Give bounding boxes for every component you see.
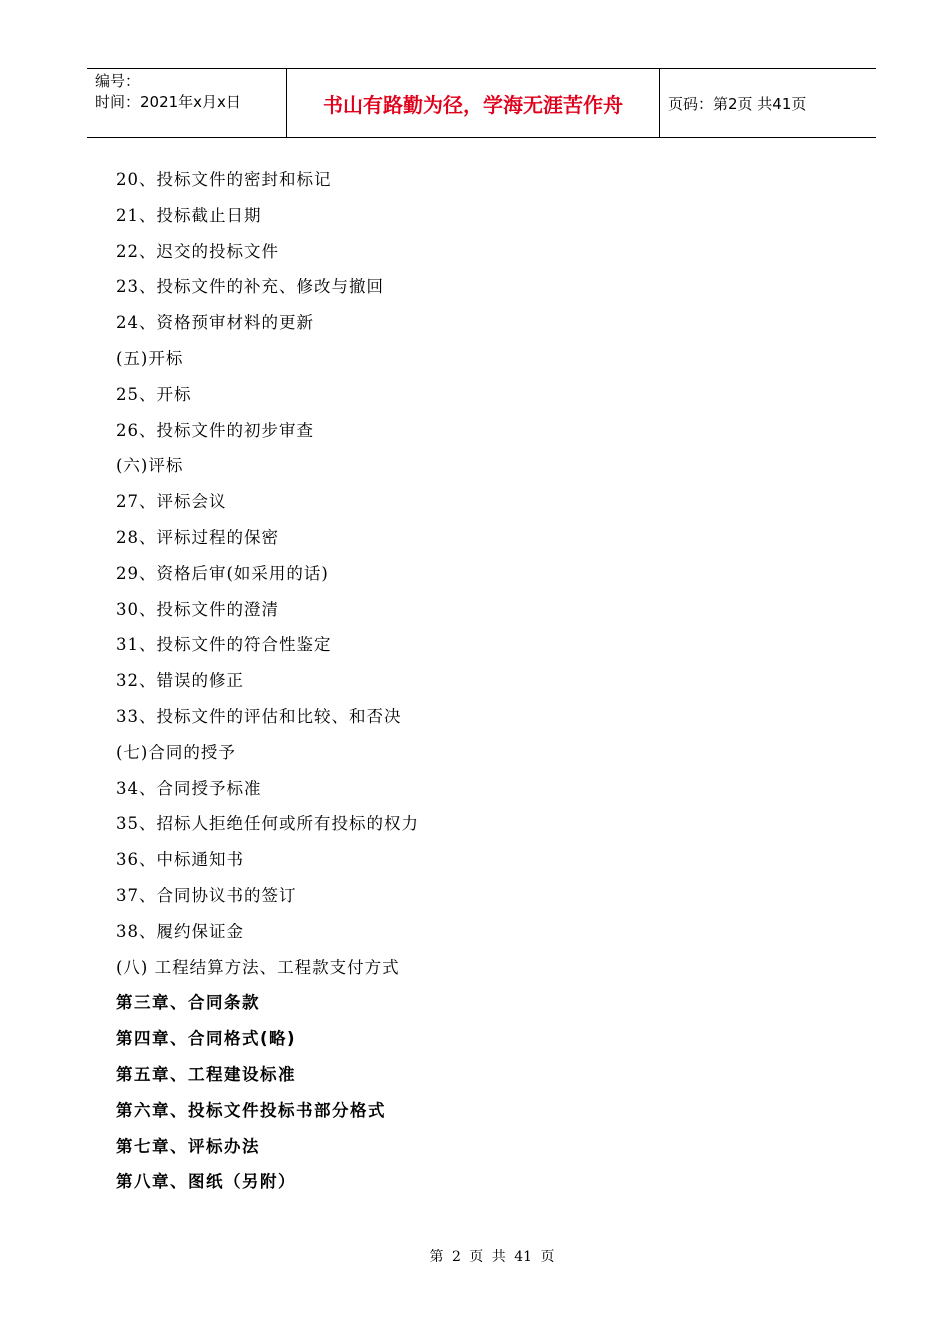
chapter-heading: 第四章、合同格式(略) [116,1029,297,1049]
toc-item: (八) 工程结算方法、工程款支付方式 [116,957,400,977]
toc-item: (五)开标 [116,348,184,368]
chapter-heading: 第八章、图纸（另附） [116,1172,296,1192]
toc-item: 29、资格后审(如采用的话) [116,563,329,583]
table-of-contents [116,162,419,1200]
toc-item: 25、开标 [116,384,192,404]
toc-item: 23、投标文件的补充、修改与撤回 [116,277,384,297]
toc-item: 33、投标文件的评估和比较、和否决 [116,706,402,726]
toc-item: 21、投标截止日期 [116,205,262,225]
toc-item: 27、评标会议 [116,492,227,512]
toc-item: 24、资格预审材料的更新 [116,313,314,333]
chapter-heading: 第三章、合同条款 [116,993,260,1013]
document-date-label: 时间：2021年x月x日 [95,93,241,111]
toc-item: 34、合同授予标准 [116,778,262,798]
toc-item: 38、履约保证金 [116,921,244,941]
chapter-heading: 第五章、工程建设标准 [116,1064,296,1084]
toc-item: 35、招标人拒绝任何或所有投标的权力 [116,814,419,834]
header-meta-cell [87,69,287,137]
header-motto: 书山有路勤为径，学海无涯苦作舟 [287,69,660,137]
toc-item: (六)评标 [116,456,184,476]
toc-item: (七)合同的授予 [116,742,236,762]
toc-item: 30、投标文件的澄清 [116,599,279,619]
toc-item: 20、投标文件的密封和标记 [116,170,332,189]
header-page-info: 页码：第2页 共41页 [668,94,807,113]
chapter-heading: 第七章、评标办法 [116,1136,260,1156]
document-header [87,68,876,138]
chapter-heading: 第六章、投标文件投标书部分格式 [116,1100,386,1120]
toc-item: 31、投标文件的符合性鉴定 [116,635,332,655]
toc-item: 22、迟交的投标文件 [116,241,279,261]
page-footer: 第 2 页 共 41 页 [429,1249,555,1265]
toc-item: 36、中标通知书 [116,850,244,870]
toc-item: 37、合同协议书的签订 [116,885,297,905]
toc-item: 32、错误的修正 [116,671,244,691]
toc-item: 26、投标文件的初步审查 [116,420,314,440]
document-number-label: 编号： [95,72,141,90]
toc-item: 28、评标过程的保密 [116,527,279,547]
